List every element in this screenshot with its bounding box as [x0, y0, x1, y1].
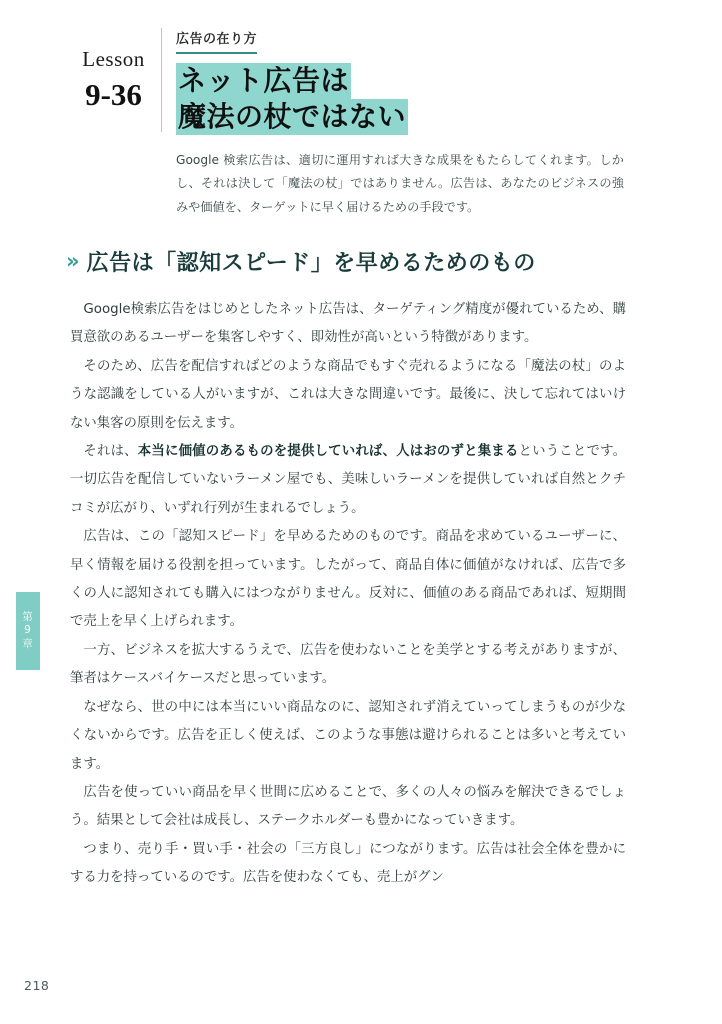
- chapter-tab-line-3: 章: [22, 637, 34, 650]
- paragraph-3: それは、本当に価値のあるものを提供していれば、人はおのずと集まるということです。一切広告を配信していないラーメン屋でも、美味しいラーメンを提供していれば自然とクチコミが広がり、いずれ行列が生まれるでしょう。: [70, 444, 626, 516]
- double-chevron-right-icon: »: [66, 249, 78, 273]
- lesson-badge: [66, 28, 162, 132]
- kicker-label: 広告の在り方: [176, 28, 257, 54]
- paragraph-6: なぜなら、世の中には本当にいい商品なのに、認知されず消えていってしまうものが少なくないからです。広告を正しく使えば、このような事態は避けられることは多いと考えています。: [70, 699, 626, 772]
- title-highlight-1: ネット広告は: [178, 64, 350, 97]
- title-zone: [176, 28, 626, 220]
- title-highlight-2: 魔法の杖ではない: [178, 99, 407, 133]
- title-line-1: [176, 63, 351, 99]
- lesson-number: 9-36: [85, 77, 142, 113]
- paragraph-7: 広告を使っていい商品を早く世間に広めることで、多くの人々の悩みを解決できるでしょう。結果として会社は成長し、ステークホルダーも豊かになっていきます。: [70, 784, 626, 829]
- paragraph-1: Google検索広告をはじめとしたネット広告は、ターゲティング精度が優れているため、購買意欲のあるユーザーを集客しやすく、即効性が高いという特徴があります。: [70, 302, 626, 346]
- lead-paragraph: Google 検索広告は、適切に運用すれば大きな成果をもたらしてくれます。しかし、それは決して「魔法の杖」ではありません。広告は、あなたのビジネスの強みや価値を、ターゲットに早く届けるための手段です。: [176, 152, 624, 215]
- section-title: 広告は「認知スピード」を早めるためのもの: [86, 251, 536, 276]
- title-line-2: [176, 99, 408, 135]
- paragraph-2: そのため、広告を配信すればどのような商品でもすぐ売れるようになる「魔法の杖」のような認識をしている人がいますが、これは大きな間違いです。最後に、決して忘れてはいけない集客の原則を伝えます。: [70, 358, 626, 431]
- section-heading: [66, 246, 636, 277]
- chapter-tab-line-2: 9: [24, 624, 32, 637]
- paragraph-5: 一方、ビジネスを拡大するうえで、広告を使わないことを美学とする考えがありますが、筆者はケースバイケースだと思っています。: [70, 642, 626, 687]
- paragraph-8: つまり、売り手・買い手・社会の「三方良し」につながります。広告は社会全体を豊かにする力を持っているのです。広告を使わなくても、売上がグン: [70, 841, 626, 886]
- lesson-header: [66, 28, 626, 220]
- body-copy: [70, 296, 626, 893]
- chapter-tab-line-1: 第: [22, 611, 34, 624]
- lesson-word: Lesson: [82, 47, 145, 71]
- paragraph-4: 広告は、この「認知スピード」を早めるためのものです。商品を求めているユーザーに、早く情報を届ける役割を担っています。したがって、商品自体に価値がなければ、広告で多くの人に認知されても購入にはつながりません。反対に、価値のある商品であれば、短期間で売上を早く上げられます。: [70, 529, 626, 630]
- chapter-tab: [16, 592, 40, 670]
- page-number: 218: [24, 978, 50, 993]
- emphasized-text: 本当に価値のあるものを提供していれば、人はおのずと集まる: [137, 444, 519, 460]
